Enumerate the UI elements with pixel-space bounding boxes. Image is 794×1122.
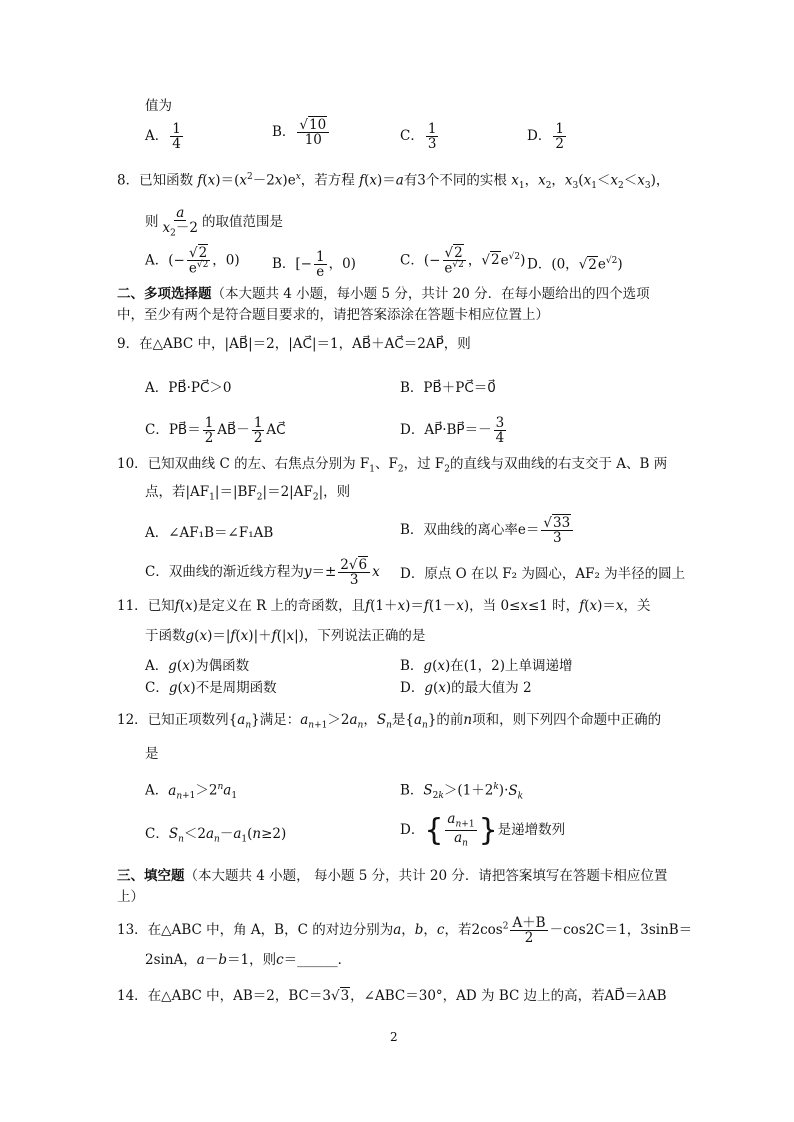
q13-answer-blank: ______ xyxy=(297,952,338,968)
q12-option-b: B．$S_{2k}>(1+2^k)\cdot S_k$ xyxy=(400,782,524,802)
q10-option-b: B．双曲线的离心率e＝ $\frac{√33}{3}$ xyxy=(400,516,575,545)
q13-stem-2: 2sinA，a－b＝1，则c＝______． xyxy=(145,952,352,968)
q10-option-d: D．原点 O 在以 F₂ 为圆心，AF₂ 为半径的圆上 xyxy=(400,566,686,582)
q11-stem: 11．已知f(x)是定义在 R 上的奇函数，且f(1＋x)＝f(1－x)，当 0≤x≤1 时，f(x)＝x，关 xyxy=(117,598,651,614)
q7-option-b: B． $\frac{√10}{10}$ xyxy=(272,118,331,147)
q8-stem-2: 则 $\frac{a}{x_2-2}$ 的取值范围是 xyxy=(145,205,283,239)
q13-stem: 13．在△ABC 中，角 A，B，C 的对边分别为a，b，c，若$2\cos^2$ $\frac{A+B}{2}$ －cos2C＝1，3sinB＝ xyxy=(117,915,693,947)
q11-option-d: D．g(x)的最大值为 2 xyxy=(400,680,532,696)
q8-option-b: B．[− $\frac{1}{e}$ ，0) xyxy=(272,249,356,281)
q10-stem: 10．已知双曲线 C 的左、右焦点分别为 $F_1$、$F_2$，过 $F_2$的直线与双曲线的右支交于 A、B 两 xyxy=(117,456,668,475)
section-2-heading: 二、多项选择题（本大题共 4 小题，每小题 5 分，共计 20 分．在每小题给出的四个选项 xyxy=(117,286,650,302)
q12-option-d: D． { $\frac{a_{n+1}}{a_n}$ } 是递增数列 xyxy=(400,811,566,849)
q11-option-a: A．g(x)为偶函数 xyxy=(145,658,250,674)
q8-option-a: A．(− $\frac{√2}{e^{√2}}$ ，0) xyxy=(145,245,240,277)
q8-option-d: D．(0，$√2e^{√2}$) xyxy=(527,256,623,273)
q9-option-d: D．AP⃗·BP⃗＝－ $\frac{3}{4}$ xyxy=(400,415,505,447)
q8-option-c: C．(− $\frac{√2}{e^{√2}}$ ，$√2e^{√2}$) xyxy=(400,245,526,277)
q9-option-a: A．PB⃗·PC⃗＞0 xyxy=(145,380,232,396)
q11-option-b: B．g(x)在(1，2)上单调递增 xyxy=(400,658,573,674)
q7-option-a: A． $\frac{1}{4}$ xyxy=(145,121,181,153)
q10-stem-2: 点，若$|AF_1|=|BF_2|=2|AF_2|$，则 xyxy=(145,484,351,503)
q9-option-b: B．PB⃗＋PC⃗＝0⃗ xyxy=(400,380,496,396)
q12-stem: 12．已知正项数列$\{a_n\}$满足：$a_{n+1}>2a_n$，$S_n$是$\{a_n\}$的前n项和，则下列四个命题中正确的 xyxy=(117,712,662,731)
q11-stem-2: 于函数g(x)＝|f(x)|＋f(|x|)，下列说法正确的是 xyxy=(145,628,426,644)
q8-stem: 8．已知函数 $f(x)=(x^2-2x)e^x$，若方程 f(x)＝a有3个不同的实根 $x_1$，$x_2$，$x_3(x_1<x_2<x_3)$， xyxy=(117,172,670,192)
q12-option-a: A．$a_{n+1}>2^na_1$ xyxy=(145,782,238,802)
q10-option-a: A．∠AF₁B＝∠F₁AB xyxy=(145,525,274,541)
q14-stem: 14．在△ABC 中，AB＝2，BC＝3√3，∠ABC＝30°，AD 为 BC 边上的高，若AD⃗＝λAB xyxy=(117,988,667,1004)
q7-option-c: C． $\frac{1}{3}$ xyxy=(400,121,437,153)
q11-option-c: C．g(x)不是周期函数 xyxy=(145,680,277,696)
q7-option-d: D． $\frac{1}{2}$ xyxy=(527,121,564,153)
q12-option-c: C．$S_n<2a_n-a_1(n\ge 2)$ xyxy=(145,826,287,845)
q9-option-c: C．PB⃗＝ $\frac{1}{2}$ AB⃗－ $\frac{1}{2}$ AC⃗ xyxy=(145,415,286,447)
q12-stem-2: 是 xyxy=(145,746,159,762)
section-2-desc: 中，至少有两个是符合题目要求的，请把答案添涂在答题卡相应位置上） xyxy=(117,307,549,323)
q10-option-c: C．双曲线的渐近线方程为y＝± $\frac{2√6}{3}$ x xyxy=(145,557,380,589)
page-number: 2 xyxy=(390,1030,398,1044)
q7-tail: 值为 xyxy=(145,98,172,114)
section-3-heading: 三、填空题（本大题共 4 小题， 每小题 5 分，共计 20 分．请把答案填写在答题卡相应位置 xyxy=(117,868,668,884)
section-3-desc: 上） xyxy=(117,889,144,905)
q9-stem: 9．在△ABC 中，|AB⃗|＝2，|AC⃗|＝1，AB⃗＋AC⃗＝2AP⃗，则 xyxy=(117,336,471,352)
